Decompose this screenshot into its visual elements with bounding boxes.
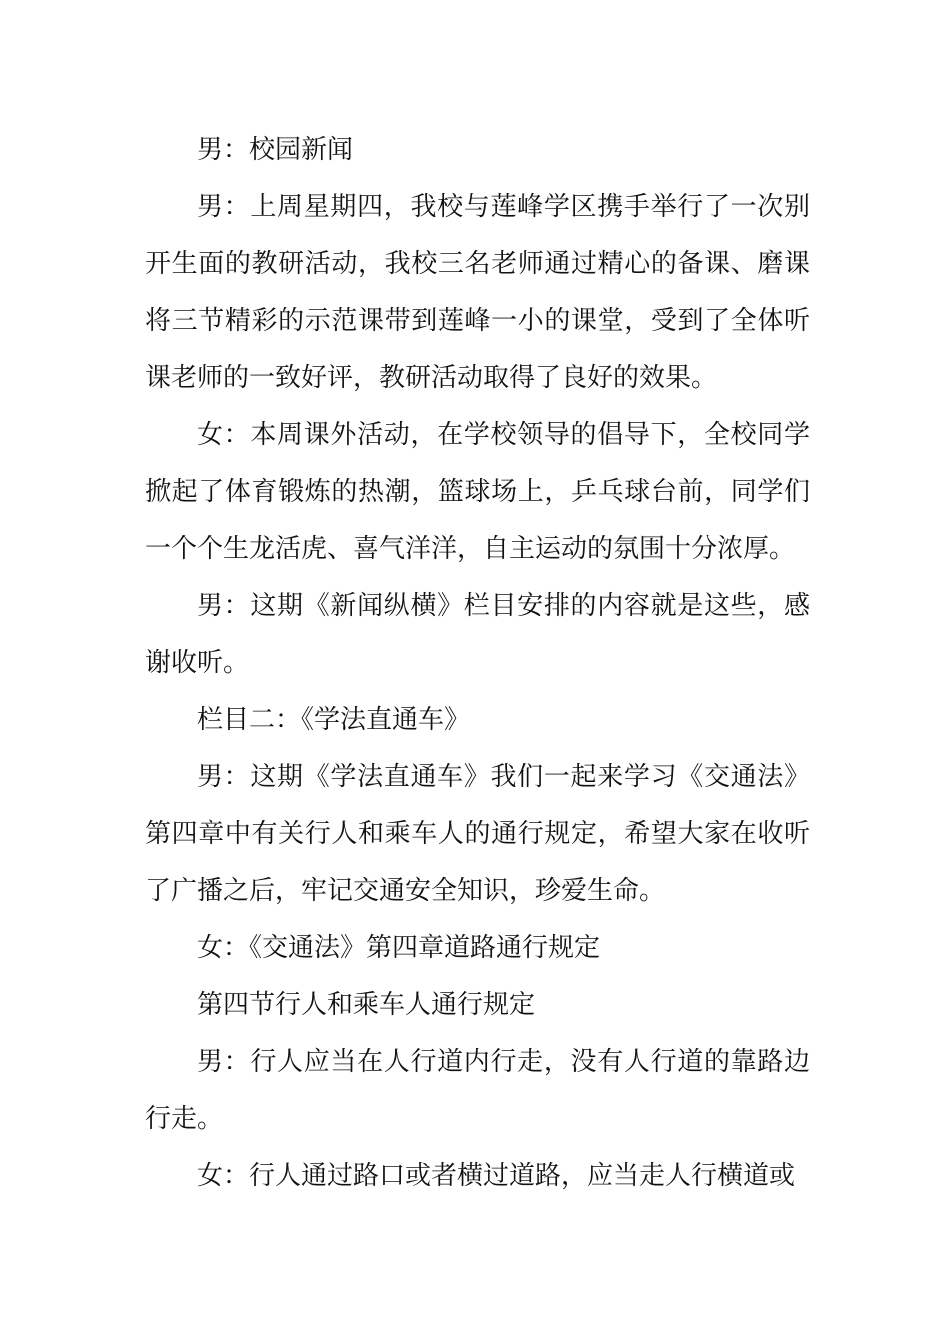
paragraph-news-item-1: 男：上周星期四，我校与莲峰学区携手举行了一次别开生面的教研活动，我校三名老师通过精心的备课、磨课将三节精彩的示范课带到莲峰一小的课堂，受到了全体听课老师的一致好评，教研活动取得了良好的效果。 [145, 192, 810, 393]
paragraph-law-intro: 男：这期《学法直通车》我们一起来学习《交通法》第四章中有关行人和乘车人的通行规定，希望大家在收听了广播之后，牢记交通安全知识，珍爱生命。 [145, 762, 810, 906]
paragraph-news-item-2: 女：本周课外活动，在学校领导的倡导下，全校同学掀起了体育锻炼的热潮，篮球场上，乒乓球台前，同学们一个个生龙活虎、喜气洋洋，自主运动的氛围十分浓厚。 [145, 420, 810, 564]
paragraph-column-two-title: 栏目二：《学法直通车》 [197, 705, 471, 735]
paragraph-rule-1: 男：行人应当在人行道内行走，没有人行道的靠路边行走。 [145, 1047, 810, 1134]
document-body [145, 122, 810, 1205]
paragraph-law-chapter: 女：《交通法》第四章道路通行规定 [197, 933, 601, 963]
paragraph-law-section: 第四节行人和乘车人通行规定 [197, 990, 536, 1020]
paragraph-section-title: 男：校园新闻 [197, 135, 354, 165]
paragraph-rule-2: 女：行人通过路口或者横过道路，应当走人行横道或 [197, 1161, 796, 1191]
paragraph-news-closing: 男：这期《新闻纵横》栏目安排的内容就是这些，感谢收听。 [145, 591, 810, 678]
